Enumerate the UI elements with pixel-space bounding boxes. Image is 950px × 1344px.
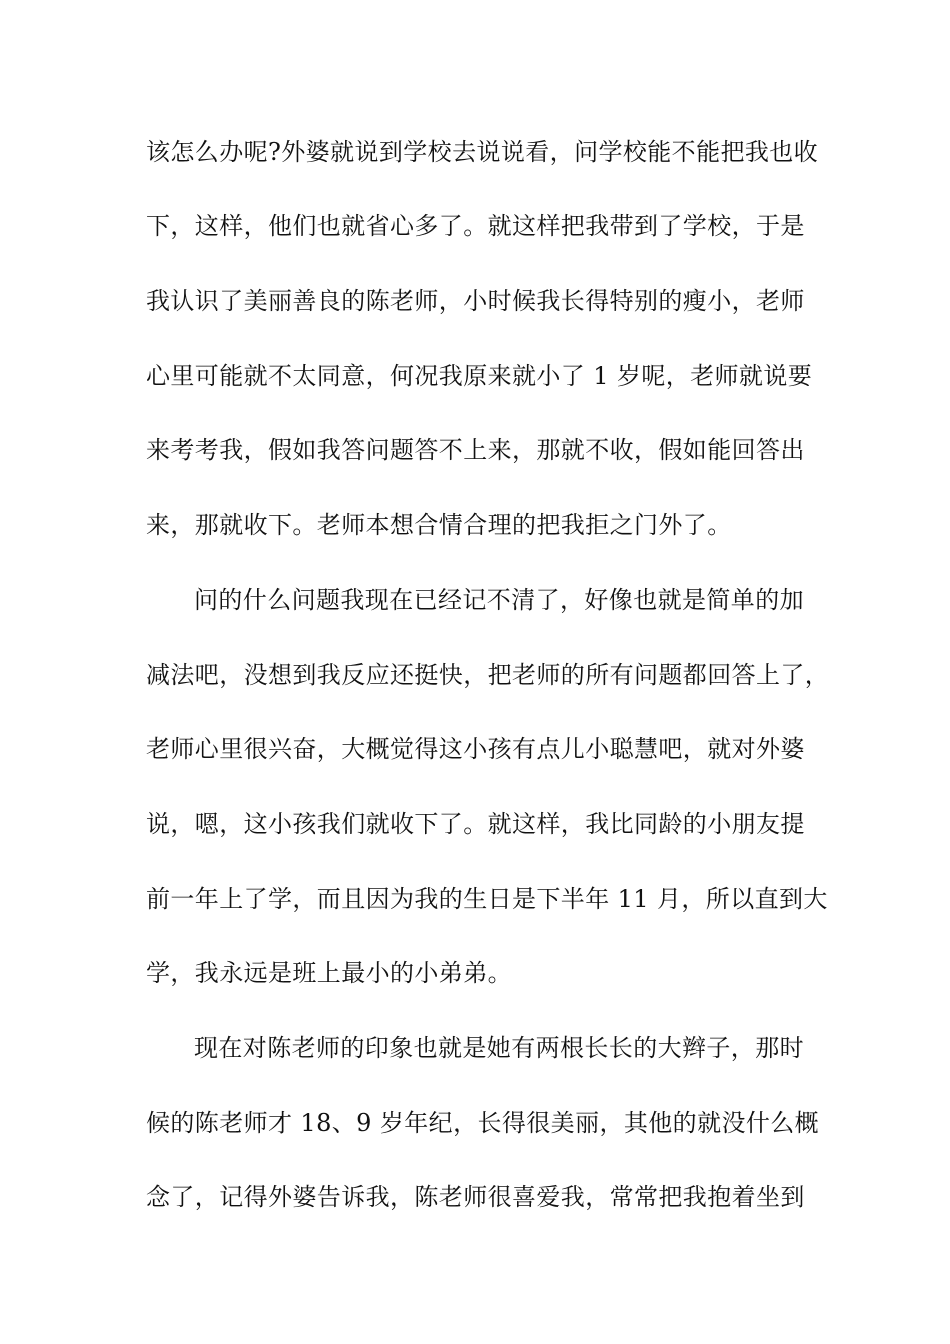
text-line: 来，那就收下。老师本想合情合理的把我拒之门外了。 — [146, 511, 732, 539]
text-line: 候的陈老师才 18、9 岁年纪，长得很美丽，其他的就没什么概 — [146, 1109, 820, 1137]
text-line: 来考考我，假如我答问题答不上来，那就不收，假如能回答出 — [146, 436, 805, 464]
text-line: 念了，记得外婆告诉我，陈老师很喜爱我，常常把我抱着坐到 — [146, 1183, 805, 1211]
text-line: 该怎么办呢?外婆就说到学校去说说看，问学校能不能把我也收 — [146, 138, 819, 166]
text-line: 下，这样，他们也就省心多了。就这样把我带到了学校，于是 — [146, 212, 805, 240]
paragraph-first-line: 现在对陈老师的印象也就是她有两根长长的大辫子，那时 — [194, 1034, 804, 1062]
text-line: 老师心里很兴奋，大概觉得这小孩有点儿小聪慧吧，就对外婆 — [146, 735, 805, 763]
text-line: 心里可能就不太同意，何况我原来就小了 1 岁呢，老师就说要 — [146, 362, 813, 390]
paragraph-first-line: 问的什么问题我现在已经记不清了，好像也就是简单的加 — [194, 586, 804, 614]
text-line: 我认识了美丽善良的陈老师，小时候我长得特别的瘦小，老师 — [146, 287, 805, 315]
text-line: 减法吧，没想到我反应还挺快，把老师的所有问题都回答上了， — [146, 661, 830, 689]
text-line: 前一年上了学，而且因为我的生日是下半年 11 月，所以直到大 — [146, 885, 828, 913]
text-line: 说，嗯，这小孩我们就收下了。就这样，我比同龄的小朋友提 — [146, 810, 805, 838]
text-line: 学，我永远是班上最小的小弟弟。 — [146, 959, 512, 987]
